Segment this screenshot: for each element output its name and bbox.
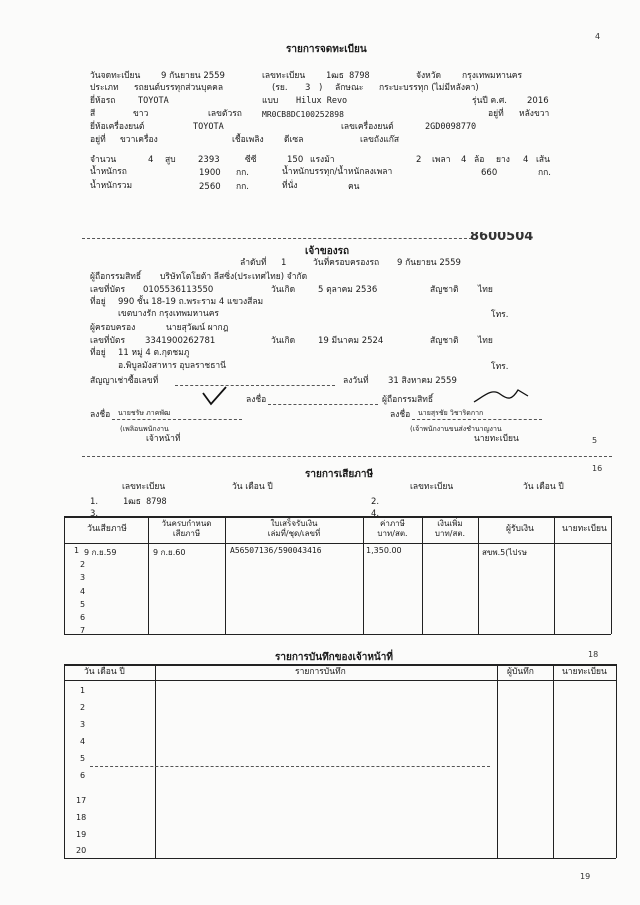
chassis-label: เลขตัวรถ [208, 109, 242, 119]
color: ขาว [133, 109, 149, 119]
stamp-registrar-title: (เจ้าพนักงานขนส่งชำนาญงาน [410, 425, 502, 433]
reg-no: 1ฒธ 8798 [326, 71, 370, 81]
ro-label: (รย. [272, 83, 288, 93]
possess-date: 9 กันยายน 2559 [397, 258, 461, 268]
tax-col-line [611, 516, 612, 634]
brand: TOYOTA [138, 96, 169, 106]
page-number: 4 [595, 32, 601, 41]
wheels: 4 [461, 155, 467, 165]
records-col-line [553, 664, 554, 858]
registration-title: รายการจดทะเบียน [286, 44, 367, 55]
tax-col-date: วัน เดือน ปี [232, 482, 273, 492]
tax-col-line [554, 516, 555, 634]
tires: 4 [523, 155, 529, 165]
gas-label: เลขถังแก๊ส [360, 135, 400, 145]
kg-1: กก. [236, 168, 249, 178]
addr-label: ที่อยู่ [90, 297, 106, 307]
records-row-number: 17 [76, 796, 87, 805]
tax-table-top [64, 516, 611, 518]
records-row-number: 20 [76, 846, 87, 855]
nat2: ไทย [478, 336, 493, 346]
section-divider [82, 456, 612, 457]
id-label: เลขที่บัตร [90, 285, 126, 295]
possessor: นายสุวัฒน์ ผากฎ [166, 323, 229, 333]
tax-title: รายการเสียภาษี [305, 469, 374, 480]
lease-date: 31 สิงหาคม 2559 [388, 376, 457, 386]
records-h-registrar: นายทะเบียน [562, 667, 607, 677]
seats-label: ที่นั่ง [282, 181, 298, 191]
engine-loc-label: อยู่ที่ [90, 135, 106, 145]
sign1-role: ผู้ถือกรรมสิทธิ์ [382, 395, 434, 405]
addr-1: 990 ชั้น 18-19 ถ.พระราม 4 แขวงสีลม [118, 297, 264, 307]
tax-row-1-paid: 9 ก.ย.59 [84, 548, 117, 557]
sign1-line [268, 404, 378, 405]
stamp-officer-name: นายชรัษ ภาคพัฒ [118, 409, 171, 417]
engine-no-label: เลขเครื่องยนต์ [341, 122, 394, 132]
cc: 2393 [198, 155, 220, 165]
records-title: รายการบันทึกของเจ้าหน้าที่ [275, 652, 393, 663]
engine-brand: TOYOTA [193, 122, 224, 132]
possess-date-label: วันที่ครอบครองรถ [313, 258, 380, 268]
holder: บริษัทโตโยต้า ลีสซิ่ง(ประเทศไทย) จำกัด [160, 272, 308, 282]
records-col-line [616, 664, 617, 858]
axle-label: เพลา [432, 155, 451, 165]
nat-label: สัญชาติ [430, 285, 459, 295]
id: 0105536113550 [143, 285, 214, 295]
records-row-number: 19 [76, 830, 87, 839]
cyl-label: สูบ [165, 155, 176, 165]
province-label: จังหวัด [416, 71, 442, 81]
seats-unit: คน [348, 182, 360, 192]
ro-value: 3 [305, 83, 311, 93]
tax-row-1-n: 1 [74, 546, 80, 555]
records-table-bottom [64, 858, 616, 859]
fuel-label: เชื้อเพลิง [232, 135, 264, 145]
sign1-label: ลงชื่อ [246, 395, 267, 405]
possessor-label: ผู้ครอบครอง [90, 323, 136, 333]
location: หลังขวา [519, 109, 550, 119]
type-label: ประเภท [90, 83, 119, 93]
records-row-number: 3 [80, 720, 86, 729]
tax-h-registrar: นายทะเบียน [562, 524, 607, 534]
records-col-line [64, 664, 65, 858]
lease-date-label: ลงวันที่ [343, 376, 369, 386]
chassis: MR0CB8DC100252898 [262, 110, 344, 119]
order-label: ลำดับที่ [240, 258, 267, 268]
born-label: วันเกิด [271, 285, 296, 295]
tires-label: ยาง [496, 155, 510, 165]
records-row-number: 6 [80, 771, 86, 780]
tax-row-number: 6 [80, 613, 86, 622]
born: 5 ตุลาคม 2536 [318, 285, 378, 295]
reg-no-label: เลขทะเบียน [262, 71, 306, 81]
owner-title: เจ้าของรถ [305, 246, 350, 257]
order: 1 [281, 258, 287, 268]
load: 660 [481, 168, 498, 178]
tax-row-number: 3 [80, 573, 86, 582]
hp-label: แรงม้า [310, 155, 335, 165]
tax-h-extra: เงินเพิ่ม บาท/สต. [434, 519, 466, 538]
cut-number: 8600504 [470, 232, 534, 241]
reg-date-label: วันจดทะเบียน [90, 71, 141, 81]
cc-label: ซีซี [245, 155, 257, 165]
records-h-recorder: ผู้บันทึก [507, 667, 534, 677]
tax-right-n2: 2. [371, 497, 380, 507]
tax-col-date2: วัน เดือน ปี [523, 482, 564, 492]
engine-loc: ขวาเครื่อง [120, 135, 158, 145]
engine-brand-label: ยี่ห้อเครื่องยนต์ [90, 122, 145, 132]
brand-label: ยี่ห้อรถ [90, 96, 116, 106]
style: กระบะบรรทุก (ไม่มีหลังคา) [379, 83, 479, 93]
tax-col-reg: เลขทะเบียน [122, 482, 166, 492]
tax-left-reg1: 1ฒธ 8798 [123, 497, 167, 507]
records-h-date: วัน เดือน ปี [84, 667, 125, 677]
tax-table-bottom [64, 634, 611, 635]
records-dashed-line [90, 766, 490, 767]
perforation-line [82, 238, 472, 239]
tax-h-amount: ค่าภาษี บาท/สต. [377, 519, 408, 538]
stamp-registrar-name: นายสุรชัย วิชาริดกาก [418, 409, 484, 417]
hp: 150 [287, 155, 304, 165]
id2-label: เลขที่บัตร [90, 336, 126, 346]
year-label: รุ่นปี ค.ศ. [472, 96, 507, 106]
tire-unit: เส้น [536, 155, 550, 165]
tax-table-header-line [64, 543, 611, 544]
records-row-number: 5 [80, 754, 86, 763]
lease-label: สัญญาเช่าซื้อเลขที่ [90, 376, 159, 386]
style-label: ลักษณะ [335, 83, 364, 93]
tax-h-receiver: ผู้รับเงิน [506, 524, 534, 534]
tax-row-number: 7 [80, 626, 86, 635]
wheel-label: ล้อ [474, 155, 485, 165]
nat2-label: สัญชาติ [430, 336, 459, 346]
sign2-label: ลงชื่อ [90, 410, 111, 420]
tax-col-line [225, 516, 226, 634]
fuel: ดีเซล [284, 135, 304, 145]
tax-row-1-due: 9 ก.ย.60 [153, 548, 186, 557]
gross: 2560 [199, 182, 221, 192]
cyl-count: 4 [148, 155, 154, 165]
axles: 2 [416, 155, 422, 165]
tax-row-number: 5 [80, 600, 86, 609]
weight: 1900 [199, 168, 221, 178]
location-label: อยู่ที่ [488, 109, 504, 119]
gross-label: น้ำหนักรวม [90, 181, 133, 191]
records-col-line [497, 664, 498, 858]
weight-label: น้ำหนักรถ [90, 167, 127, 177]
page-number: 19 [580, 872, 591, 881]
tax-row-1-receiver: สขพ.5(ไปรษ [482, 548, 528, 557]
addr2-1: 11 หมู่ 4 ต.กุดชมภู [118, 348, 190, 358]
tax-row-1-amount: 1,350.00 [366, 546, 402, 555]
kg-2: กก. [538, 168, 551, 178]
tax-h-due: วันครบกำหนด เสียภาษี [161, 519, 212, 538]
sign3-label: ลงชื่อ [390, 410, 411, 420]
tax-left-n1: 1. [90, 497, 99, 507]
tax-row-number: 2 [80, 560, 86, 569]
tel-label: โทร. [491, 310, 509, 320]
stamp-officer-title: (เพลิอนพนักงาน [120, 425, 169, 433]
reg-date: 9 กันยายน 2559 [161, 71, 225, 81]
addr2-2: อ.พิบูลมังสาหาร อุบลราชธานี [118, 361, 226, 371]
tel2-label: โทร. [491, 362, 509, 372]
lease-blank [175, 385, 335, 386]
records-col-line [155, 664, 156, 858]
records-row-number: 4 [80, 737, 86, 746]
records-row-number: 2 [80, 703, 86, 712]
load-label: น้ำหนักบรรทุก/น้ำหนักลงเพลา [282, 167, 393, 177]
sign3-role: นายทะเบียน [474, 434, 519, 444]
tax-col-line [148, 516, 149, 634]
records-row-number: 18 [76, 813, 87, 822]
records-h-entry: รายการบันทึก [295, 667, 346, 677]
id2: 3341900262781 [145, 336, 216, 346]
sign2-role: เจ้าหน้าที่ [146, 434, 181, 444]
color-label: สี [90, 109, 96, 119]
addr2-label: ที่อยู่ [90, 348, 106, 358]
engine-no: 2GD0098770 [425, 122, 477, 132]
sign3-line [412, 419, 542, 420]
checkmark-signature-icon [200, 385, 230, 407]
page-number: 18 [588, 650, 599, 659]
tax-right-n4: 4. [371, 509, 380, 519]
nat: ไทย [478, 285, 493, 295]
born2: 19 มีนาคม 2524 [318, 336, 384, 346]
kg-3: กก. [236, 182, 249, 192]
type: รถยนต์บรรทุกส่วนบุคคล [134, 83, 224, 93]
year: 2016 [527, 96, 549, 106]
page-number: 5 [592, 436, 598, 445]
sign2-line [112, 419, 242, 420]
tax-left-n3: 3. [90, 509, 99, 519]
tax-col-line [64, 516, 65, 634]
province: กรุงเทพมหานคร [462, 71, 523, 81]
holder-signature-icon [472, 384, 532, 406]
model: Hilux Revo [296, 96, 348, 106]
tax-h-paid: วันเสียภาษี [87, 524, 127, 534]
records-table-top [64, 664, 616, 666]
tax-row-number: 4 [80, 587, 86, 596]
tax-col-reg2: เลขทะเบียน [410, 482, 454, 492]
count-label: จำนวน [90, 155, 117, 165]
records-row-number: 1 [80, 686, 86, 695]
tax-row-1-receipt: A56507136/590043416 [230, 546, 322, 555]
page-number: 16 [592, 464, 603, 473]
born2-label: วันเกิด [271, 336, 296, 346]
tax-col-line [478, 516, 479, 634]
addr-2: เขตบางรัก กรุงเทพมหานคร [118, 309, 219, 319]
ro-close: ) [319, 83, 323, 93]
tax-h-receipt: ใบเสร็จรับเงิน เล่มที่/ชุด/เลขที่ [267, 519, 321, 538]
holder-label: ผู้ถือกรรมสิทธิ์ [90, 272, 142, 282]
records-header-line [64, 680, 616, 681]
model-label: แบบ [262, 96, 279, 106]
